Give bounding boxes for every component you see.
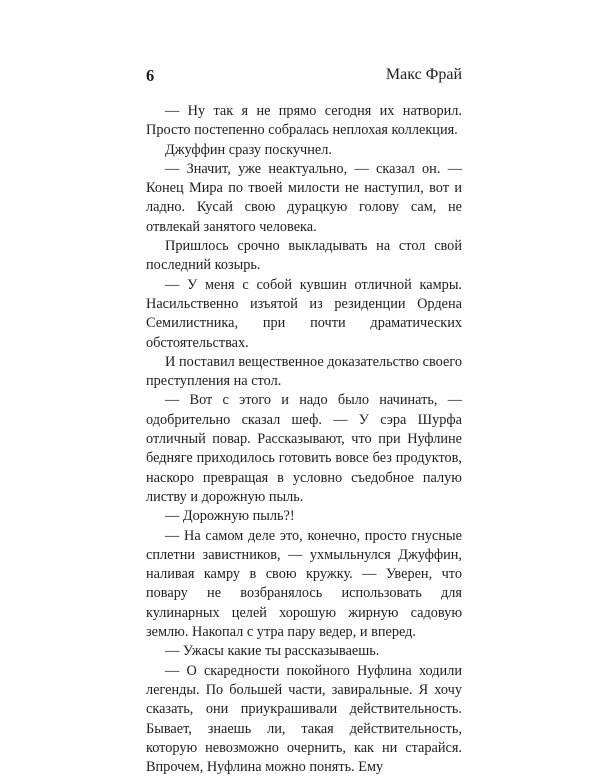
page-number: 6 xyxy=(146,66,155,85)
paragraph: — О скаредности покойного Нуфлина ходили легенды. По большей части, завиральные. Я хочу сказать, они приукрашивали действительность. Бывает, знаешь ли, такая действительность, которую невозможно очернить, как ни старайся. Впрочем, Нуфлина можно понять. Ему xyxy=(146,662,462,776)
paragraph: — Ну так я не прямо сегодня их натворил. Просто постепенно собралась неплохая коллекция. xyxy=(146,103,462,139)
running-head-author: Макс Фрай xyxy=(385,66,462,83)
paragraph: И поставил вещественное доказательство своего преступления на стол. xyxy=(146,353,462,390)
paragraph: Джуффин сразу поскучнел. xyxy=(165,141,332,158)
paragraph: — На самом деле это, конечно, просто гнусные сплетни завистников, — ухмыльнулся Джуффин, наливая камру в свою кружку. — Уверен, что повару не возбранялось использовать для кулинарных целей хорошую жирную садовую землю. Накопал с утра пару ведер, и вперед. xyxy=(146,527,462,641)
paragraph: — Ужасы какие ты рассказываешь. xyxy=(165,643,380,660)
page-header xyxy=(146,66,462,88)
paragraph: — У меня с собой кувшин отличной камры. Насильственно изъятой из резиденции Ордена Семилистника, при почти драматических обстоятельствах. xyxy=(146,276,462,351)
paragraph: — Значит, уже неактуально, — сказал он. — Конец Мира по твоей милости не наступил, вот и ладно. Кусай свою дурацкую голову сам, не отвлекай занятого человека. xyxy=(146,160,462,235)
paragraph: — Вот с этого и надо было начинать, — одобрительно сказал шеф. — У сэра Шурфа отличный повар. Рассказывают, что при Нуфлине бедняге приходилось готовить вовсе без продуктов, наскоро превращая в условно съедобное палую листву и дорожную пыль. xyxy=(146,392,462,505)
body-text xyxy=(146,102,462,777)
paragraph: Пришлось срочно выкладывать на стол свой последний козырь. xyxy=(146,238,462,274)
paragraph: — Дорожную пыль?! xyxy=(165,508,295,525)
